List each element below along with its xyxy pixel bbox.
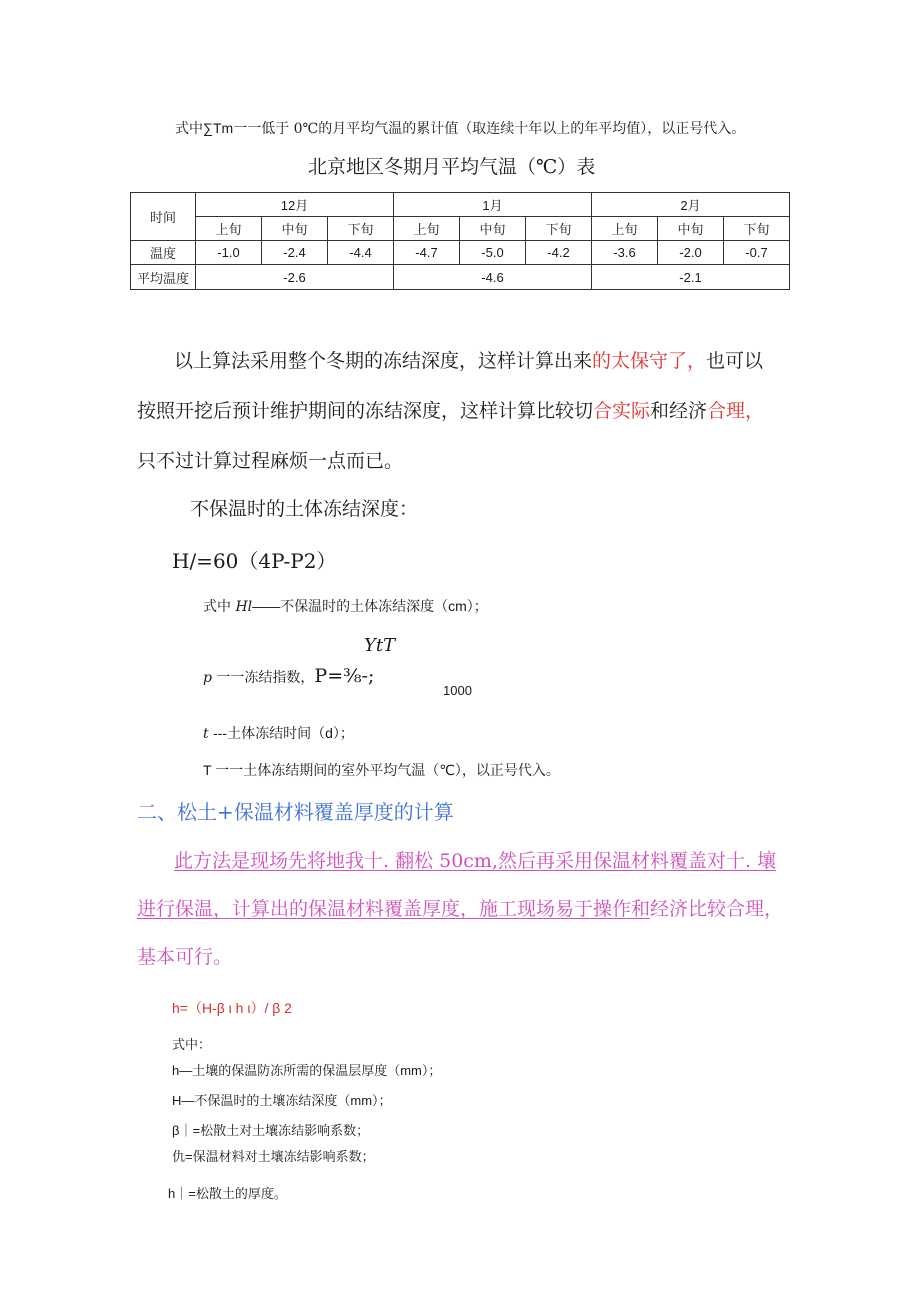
text-span: ——不保温时的土体冻结深度（cm）； [252, 598, 488, 614]
symbol-p: p [203, 670, 212, 686]
temp-cell: -3.6 [592, 241, 658, 265]
definition-h1 [203, 596, 488, 616]
note-text: 一一低于 0℃的月平均气温的累计值（取连续十年以上的年平均值），以正号代入。 [233, 121, 746, 137]
table-row [131, 265, 790, 290]
variable-item: H—不保温时的土壤冻结深度（mm）； [172, 1093, 392, 1108]
subheading: 不保温时的土体冻结深度： [190, 498, 419, 520]
temp-cell: -4.4 [328, 241, 394, 265]
variables-heading: 式中： [172, 1037, 212, 1052]
temp-cell: -4.7 [394, 241, 460, 265]
temperature-table [130, 192, 790, 290]
month-header: 2月 [592, 193, 790, 217]
underlined-text: 进行保温，计算出的保温材料覆盖厚度，施工现场易于操作和 [137, 898, 651, 920]
decade-header: 上旬 [592, 217, 658, 241]
text-span: 按照开挖后预计维护期间的冻结深度，这样计算比较切 [137, 400, 594, 422]
avg-cell: -2.1 [592, 265, 790, 290]
paragraph-line [137, 396, 764, 423]
text-span: 经济比较合理， [650, 898, 784, 920]
temp-cell: -4.2 [526, 241, 592, 265]
paragraph-line: 只不过计算过程麻烦一点而已。 [137, 450, 404, 472]
frost-depth-formula: H∕=60（4P-P2） [172, 549, 337, 573]
temp-cell: -5.0 [460, 241, 526, 265]
time-label-cell: 时间 [131, 193, 196, 241]
paragraph-line: 基本可行。 [137, 946, 233, 968]
table-title: 北京地区冬期月平均气温（℃）表 [308, 156, 596, 178]
table-row [131, 193, 790, 217]
ytt-numerator: YtT [364, 635, 396, 656]
decade-header: 上旬 [196, 217, 262, 241]
variable-item: 仇=保温材料对土壤冻结影响系数； [172, 1149, 375, 1164]
text-span: 也可以 [706, 350, 764, 372]
decade-header: 下旬 [724, 217, 790, 241]
text-span: 一一冻结指数， [216, 670, 315, 686]
definition-T: T 一一土体冻结期间的室外平均气温（℃），以正号代入。 [203, 762, 560, 778]
p-formula: P=⅜-; [314, 665, 375, 687]
variable-item: h｜=松散土的厚度。 [168, 1186, 287, 1201]
paragraph-line: 此方法是现场先将地我十. 翻松 50cm,然后再采用保温材料覆盖对十. 壤 [174, 850, 777, 872]
highlight-text: 的太保守了， [592, 350, 707, 372]
month-header: 12月 [196, 193, 394, 217]
text-span: 和经济 [650, 400, 708, 422]
section-heading: 二、松土+保温材料覆盖厚度的计算 [137, 800, 454, 824]
sum-tm-symbol: ∑Tm [203, 120, 234, 136]
paragraph-line [174, 346, 763, 373]
text-span: 式中 [203, 599, 231, 615]
variable-item: β｜=松散土对土壤冻结影响系数； [172, 1123, 370, 1138]
temp-cell: -2.4 [262, 241, 328, 265]
cover-thickness-formula: h=（H-β ι h ι）/ β 2 [172, 1000, 292, 1016]
symbol-h1: Hl [235, 599, 253, 615]
temp-cell: -1.0 [196, 241, 262, 265]
note-prefix: 式中 [175, 121, 203, 137]
definition-p [203, 665, 374, 687]
decade-header: 下旬 [526, 217, 592, 241]
month-header: 1月 [394, 193, 592, 217]
highlight-text: 合实际 [593, 400, 651, 422]
avg-cell: -2.6 [196, 265, 394, 290]
avg-label-cell: 平均温度 [131, 265, 196, 290]
decade-header: 中旬 [658, 217, 724, 241]
decade-header: 下旬 [328, 217, 394, 241]
text-span: ---土体冻结时间（d）； [213, 725, 354, 741]
definition-t [203, 723, 354, 743]
note-line [175, 118, 745, 138]
decade-header: 中旬 [460, 217, 526, 241]
table-row [131, 217, 790, 241]
decade-header: 上旬 [394, 217, 460, 241]
decade-header: 中旬 [262, 217, 328, 241]
avg-cell: -4.6 [394, 265, 592, 290]
denominator: 1000 [443, 683, 472, 698]
text-span: 以上算法采用整个冬期的冻结深度，这样计算出来 [174, 350, 593, 372]
variable-item: h—土壤的保温防冻所需的保温层厚度（mm）； [172, 1063, 442, 1078]
temp-cell: -0.7 [724, 241, 790, 265]
paragraph-line [137, 894, 783, 921]
temp-label-cell: 温度 [131, 241, 196, 265]
temp-cell: -2.0 [658, 241, 724, 265]
table-row [131, 241, 790, 265]
symbol-t: t [203, 726, 209, 742]
highlight-text: 合理， [707, 400, 765, 422]
